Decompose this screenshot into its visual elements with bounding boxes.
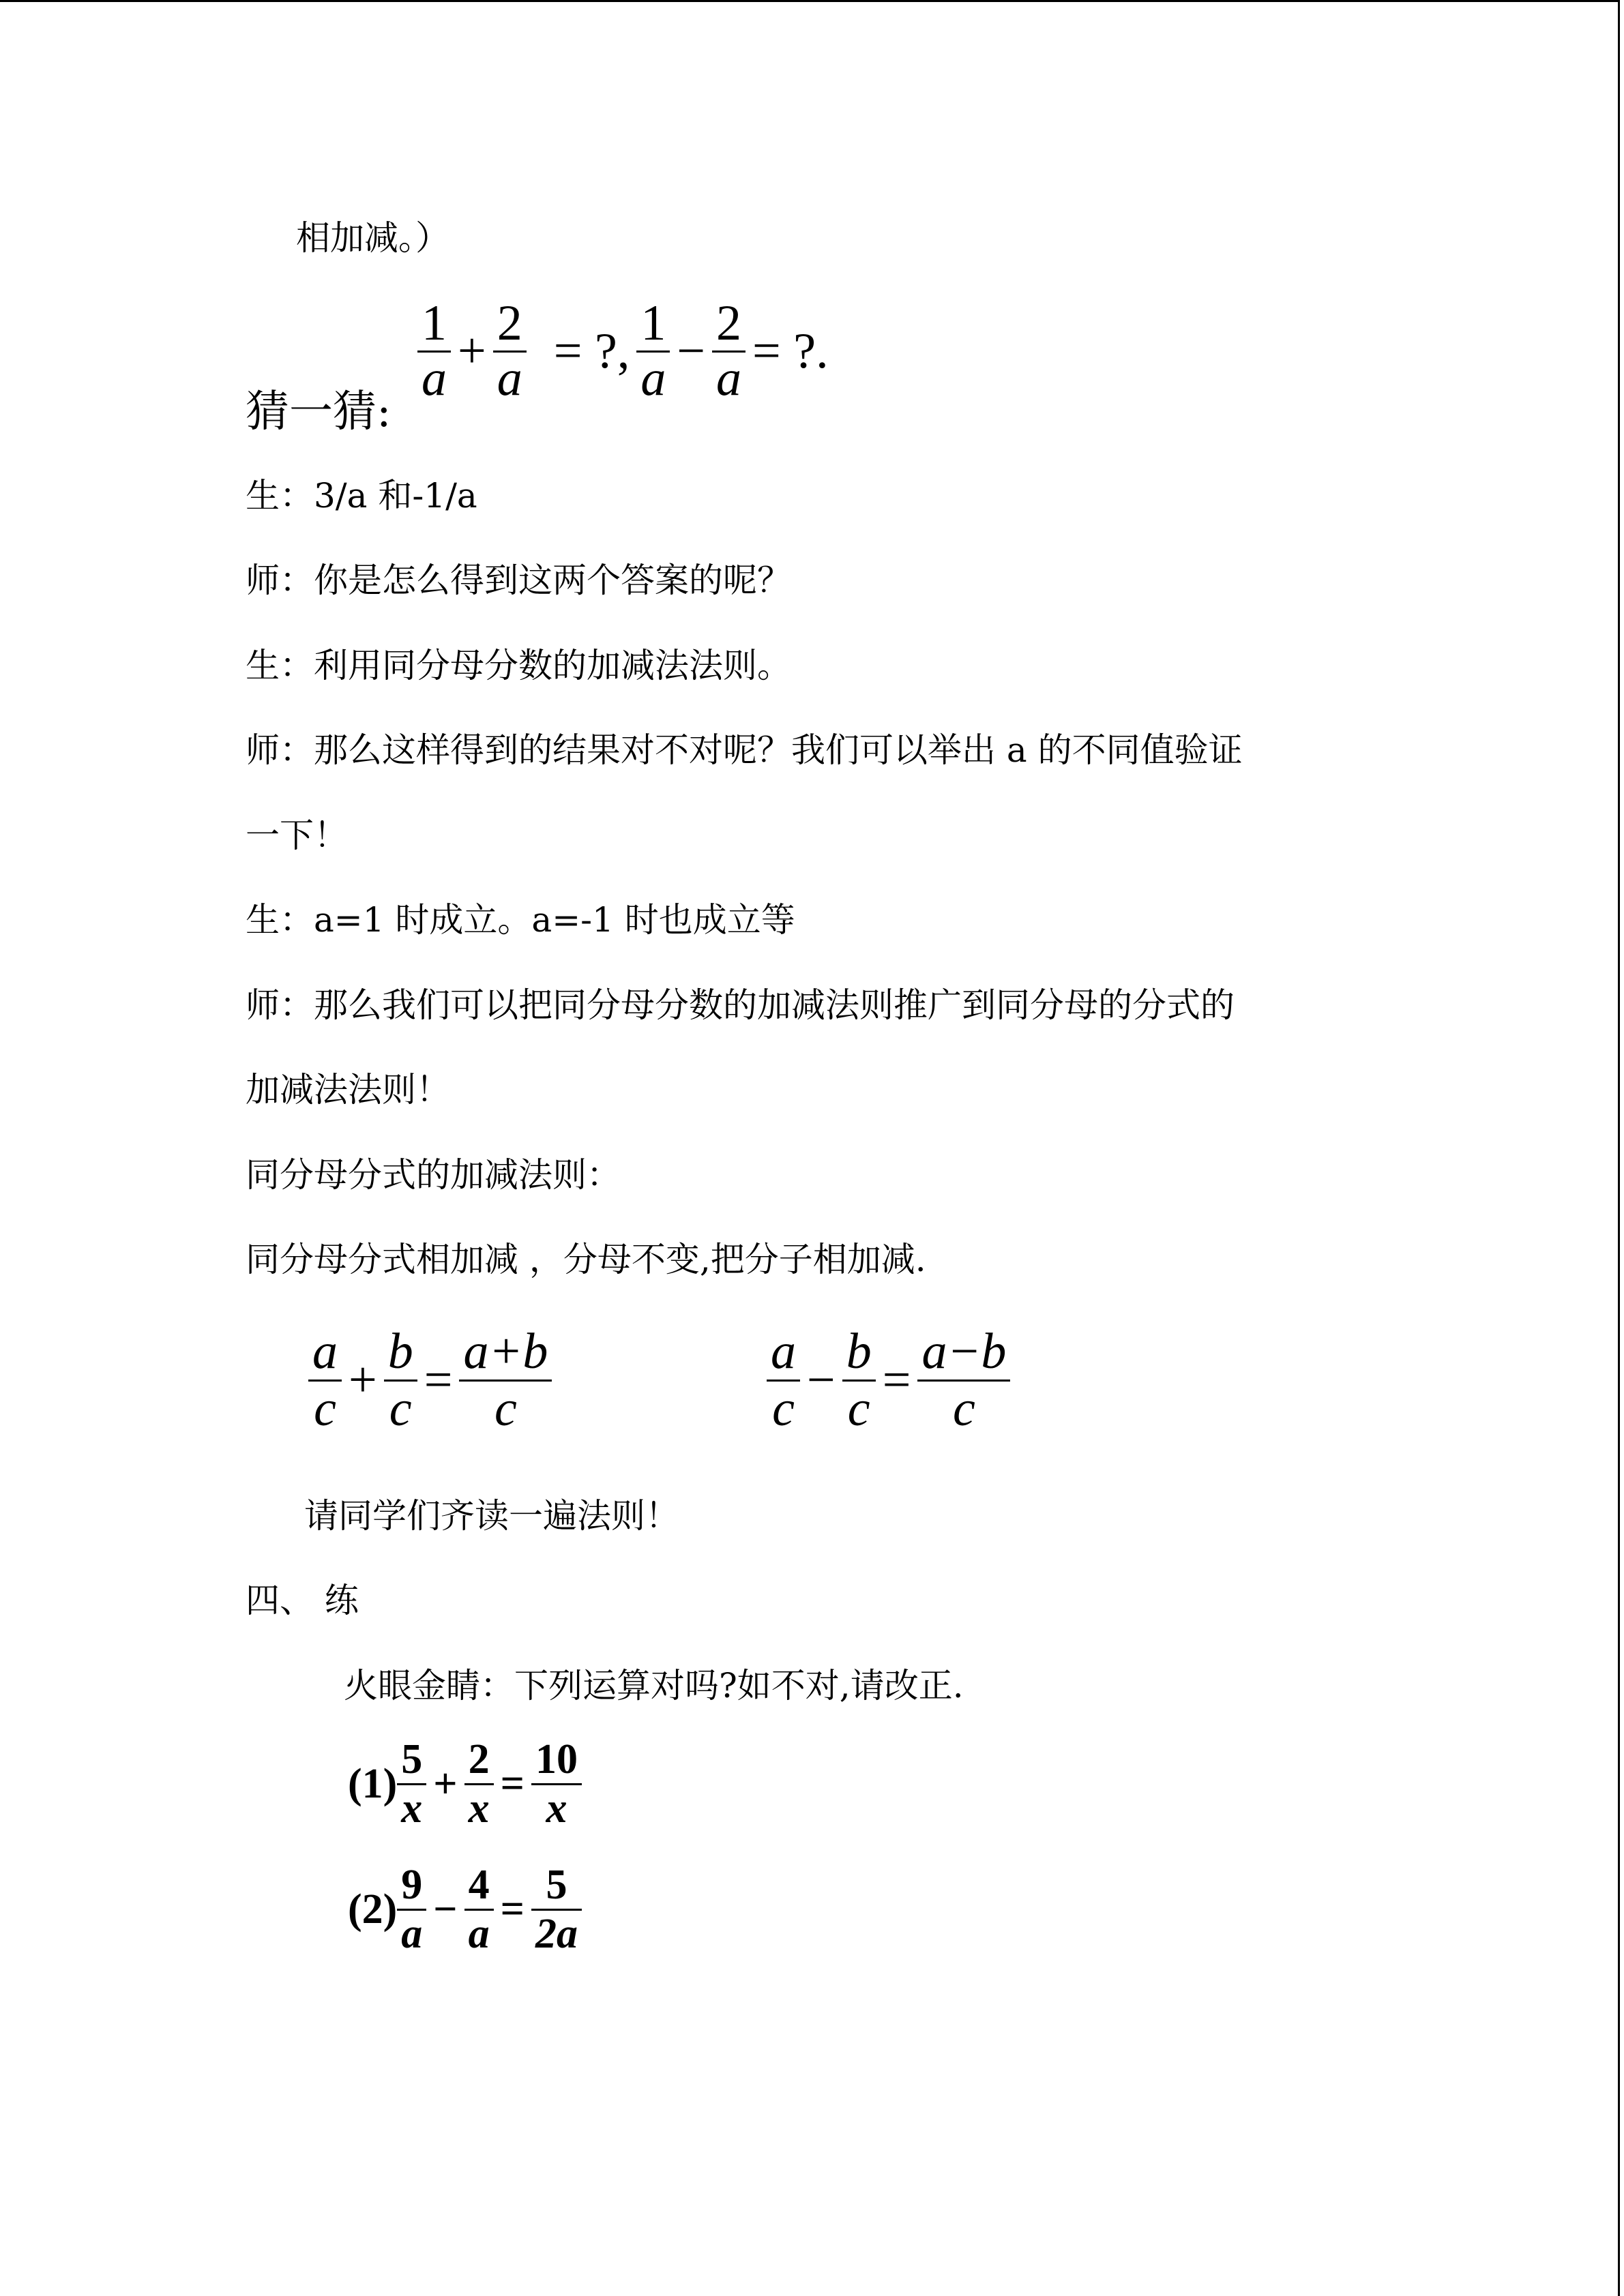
numerator: a — [771, 1324, 796, 1380]
fraction — [397, 1736, 426, 1833]
fraction — [712, 297, 745, 405]
text-line-8: 生：a=1 时成立。a=-1 时也成立等 — [246, 900, 795, 940]
text-line-11: 同分母分式的加减法则： — [246, 1155, 621, 1195]
denominator: c — [314, 1381, 336, 1437]
denominator: 2a — [535, 1911, 578, 1958]
fraction — [459, 1324, 552, 1437]
denominator: c — [494, 1381, 517, 1437]
fraction — [767, 1324, 800, 1437]
text-line-7: 一下！ — [246, 816, 348, 855]
numerator: a+b — [463, 1324, 548, 1380]
equals-sign: = — [500, 1886, 525, 1933]
text-line-3: 生：3/a 和-1/a — [246, 476, 477, 516]
numerator: 5 — [546, 1862, 567, 1908]
text-line-5: 生：利用同分母分数的加减法法则。 — [246, 646, 791, 685]
equals-sign: = — [882, 1352, 911, 1409]
plus-sign: + — [433, 1761, 458, 1808]
numerator: a−b — [921, 1324, 1007, 1380]
exercise-label: (2) — [348, 1886, 398, 1933]
text-line-6: 师：那么这样得到的结果对不对呢？我们可以举出 a 的不同值验证 — [246, 730, 1243, 770]
numerator: 2 — [716, 295, 742, 351]
minus-sign: − — [677, 323, 706, 379]
numerator: 5 — [401, 1736, 423, 1783]
text-line-1: 相加减。） — [296, 218, 449, 258]
numerator: 1 — [422, 295, 447, 351]
plus-sign: + — [349, 1352, 377, 1409]
text-line-10: 加减法法则！ — [246, 1070, 450, 1109]
denominator: c — [772, 1381, 795, 1437]
rule-sub-equation — [767, 1324, 1010, 1437]
text-line-15: 火眼金睛：下列运算对吗?如不对,请改正. — [344, 1666, 964, 1705]
denominator: a — [640, 350, 666, 406]
text-line-12: 同分母分式相加减 ，分母不变,把分子相加减. — [246, 1240, 926, 1279]
text-line-13: 请同学们齐读一遍法则！ — [304, 1496, 679, 1536]
equals-sign: = — [500, 1761, 525, 1808]
denominator: c — [389, 1381, 412, 1437]
denominator: a — [401, 1911, 423, 1958]
numerator: 1 — [640, 295, 666, 351]
text-line-9: 师：那么我们可以把同分母分数的加减法则推广到同分母的分式的 — [246, 985, 1235, 1025]
denominator: a — [468, 1911, 490, 1958]
fraction — [531, 1862, 582, 1958]
denominator: a — [716, 350, 742, 406]
numerator: b — [387, 1324, 413, 1380]
guess-label: 猜一猜: — [246, 387, 392, 437]
denominator: x — [401, 1785, 423, 1832]
text-line-14: 四、 练 — [246, 1581, 359, 1620]
fraction — [464, 1736, 494, 1833]
numerator: 10 — [535, 1736, 578, 1783]
numerator: 4 — [468, 1862, 490, 1908]
denominator: a — [422, 350, 447, 406]
equals-question-end: = ?. — [752, 323, 829, 379]
numerator: 2 — [468, 1736, 490, 1783]
fraction — [308, 1324, 342, 1437]
numerator: 9 — [401, 1862, 423, 1908]
fraction — [917, 1324, 1010, 1437]
exercise-1 — [348, 1736, 582, 1833]
equals-question: = ?, — [553, 323, 630, 379]
denominator: x — [546, 1785, 567, 1832]
exercise-2 — [348, 1862, 582, 1958]
equals-sign: = — [424, 1352, 453, 1409]
fraction — [397, 1862, 426, 1958]
fraction — [464, 1862, 494, 1958]
fraction — [636, 297, 670, 405]
rule-add-equation — [308, 1324, 552, 1437]
denominator: c — [953, 1381, 975, 1437]
fraction — [493, 297, 527, 405]
denominator: x — [468, 1785, 490, 1832]
fraction — [531, 1736, 582, 1833]
fraction — [842, 1324, 876, 1437]
guess-equation — [417, 297, 836, 405]
minus-sign: − — [433, 1886, 458, 1933]
exercise-label: (1) — [348, 1761, 398, 1808]
numerator: b — [846, 1324, 872, 1380]
fraction — [417, 297, 451, 405]
numerator: 2 — [497, 295, 522, 351]
fraction — [384, 1324, 417, 1437]
text-line-4: 师：你是怎么得到这两个答案的呢？ — [246, 561, 791, 600]
denominator: a — [497, 350, 522, 406]
denominator: c — [847, 1381, 870, 1437]
numerator: a — [312, 1324, 338, 1380]
minus-sign: − — [807, 1352, 836, 1409]
plus-sign: + — [458, 323, 486, 379]
